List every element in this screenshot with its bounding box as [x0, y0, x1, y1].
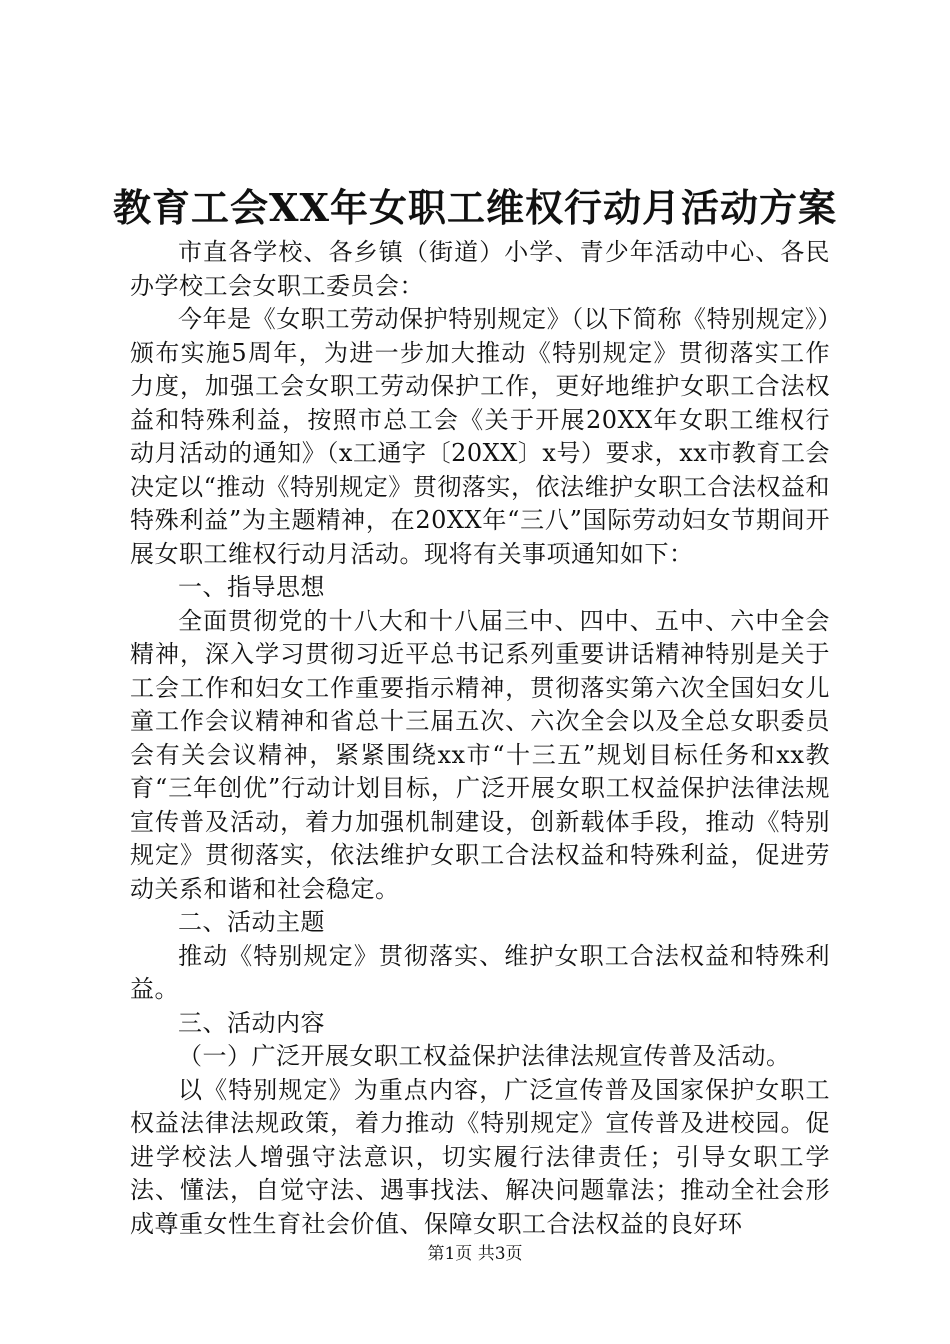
section-heading-theme: 二、活动主题: [178, 908, 325, 936]
page-footer: 第1页 共3页: [427, 1244, 523, 1264]
section-heading-content: 三、活动内容: [178, 1008, 325, 1037]
section-heading-guiding-ideology: 一、指导思想: [178, 573, 325, 601]
document-title: 教育工会XX年女职工维权行动月活动方案: [113, 185, 837, 230]
salutation-paragraph: 市直各学校、各乡镇（街道）小学、青少年活动中心、各民办学校工会女职工委员会：: [130, 238, 830, 300]
publicity-paragraph: 以《特别规定》为重点内容，广泛宣传普及国家保护女职工权益法律法规政策，着力推动《特别规定》宣传普及进校园。促进学校法人增强守法意识，切实履行法律责任；引导女职工学法、懂法，自觉守法、遇事找法、解决问题靠法；推动全社会形成尊重女性生育社会价值、保障女职工合法权益的良好环: [130, 1075, 830, 1238]
document-body: [130, 236, 830, 1241]
theme-paragraph: 推动《特别规定》贯彻落实、维护女职工合法权益和特殊利益。: [130, 941, 830, 1003]
guiding-ideology-paragraph: 全面贯彻党的十八大和十八届三中、四中、五中、六中全会精神，深入学习贯彻习近平总书记系列重要讲话精神特别是关于工会工作和妇女工作重要指示精神，贯彻落实第六次全国妇女儿童工作会议精神和省总十三届五次、六次全会以及全总女职委员会有关会议精神，紧紧围绕xx市“十三五”规划目标任务和xx教育“三年创优”行动计划目标，广泛开展女职工权益保护法律法规宣传普及活动，着力加强机制建设，创新载体手段，推动《特别规定》贯彻落实，依法维护女职工合法权益和特殊利益，促进劳动关系和谐和社会稳定。: [130, 606, 830, 903]
intro-paragraph: 今年是《女职工劳动保护特别规定》（以下简称《特别规定》）颁布实施5周年，为进一步加大推动《特别规定》贯彻落实工作力度，加强工会女职工劳动保护工作，更好地维护女职工合法权益和特殊利益，按照市总工会《关于开展20XX年女职工维权行动月活动的通知》（x工通字〔20XX〕x号）要求，xx市教育工会决定以“推动《特别规定》贯彻落实，依法维护女职工合法权益和特殊利益”为主题精神，在20XX年“三八”国际劳动妇女节期间开展女职工维权行动月活动。现将有关事项通知如下：: [130, 305, 830, 568]
subsection-heading-publicity: （一）广泛开展女职工权益保护法律法规宣传普及活动。: [178, 1042, 791, 1070]
